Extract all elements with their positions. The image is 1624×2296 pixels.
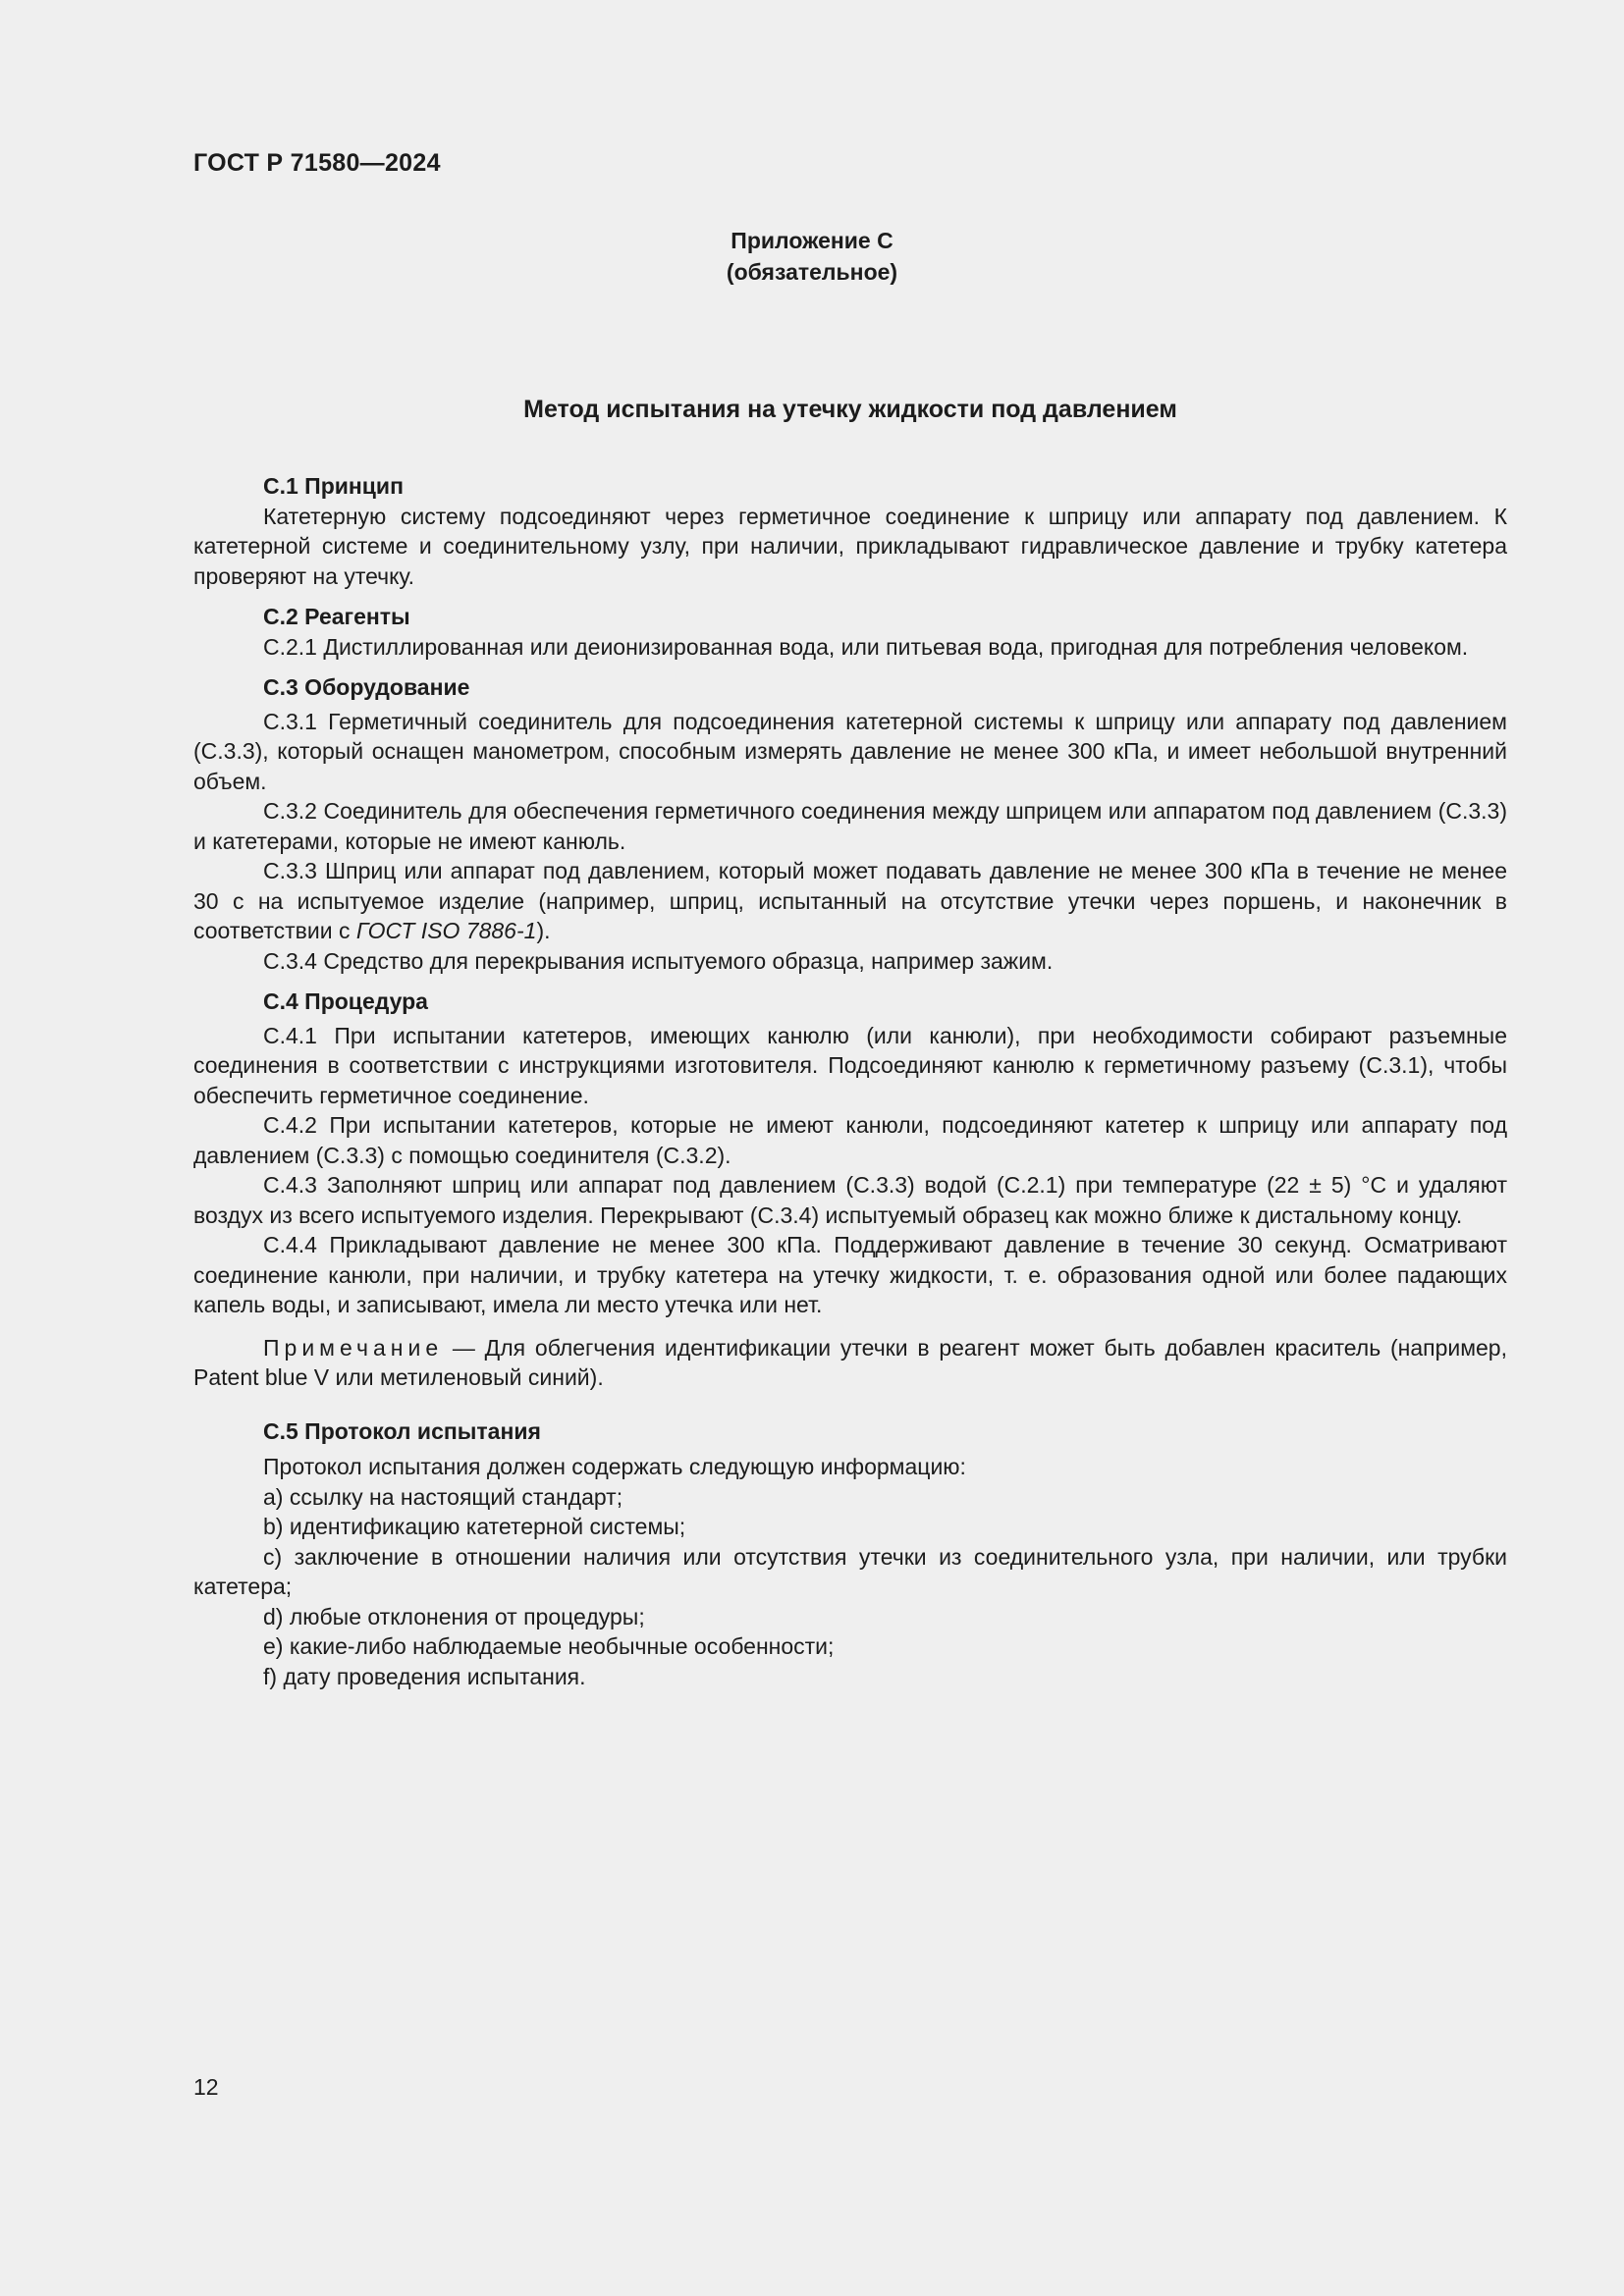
section-heading-c3: С.3 Оборудование xyxy=(263,674,470,700)
section-heading-c5: С.5 Протокол испытания xyxy=(263,1417,541,1444)
paragraph-c3-3 xyxy=(193,856,1507,946)
page-title: Метод испытания на утечку жидкости под давлением xyxy=(523,396,1177,423)
note xyxy=(193,1333,1507,1393)
paragraph-c5-intro: Протокол испытания должен содержать следующую информацию: xyxy=(263,1454,966,1479)
list-item: a) ссылку на настоящий стандарт; xyxy=(263,1483,623,1510)
list-item: f) дату проведения испытания. xyxy=(263,1663,586,1689)
list-item: b) идентификацию катетерной системы; xyxy=(263,1514,686,1539)
note-label: Примечание xyxy=(263,1334,444,1361)
paragraph-c1: Катетерную систему подсоединяют через герметичное соединение к шприцу или аппарату под давлением. К катетерной системе и соединительному узлу, при наличии, прикладывают гидравлическое давление и трубку катетера проверяют на утечку. xyxy=(193,503,1507,589)
paragraph-c3-3-text: С.3.3 Шприц или аппарат под давлением, который может подавать давление не менее 300 кПа в течение не менее 30 с на испытуемое изделие (например, шприц, испытанный на отсутствие утечки через поршень, и наконечник в соответствии с xyxy=(193,858,1507,943)
section-heading-c4: С.4 Процедура xyxy=(263,988,428,1014)
page-number: 12 xyxy=(193,2074,219,2100)
list-item: e) какие-либо наблюдаемые необычные особенности; xyxy=(263,1633,835,1659)
document-body xyxy=(193,471,1507,1691)
paragraph-c4-4: С.4.4 Прикладывают давление не менее 300 кПа. Поддерживают давление в течение 30 секунд. Осматривают соединение канюли, при наличии, и трубку катетера на утечку жидкости, т. е. образования одной или более падающих капель воды, и записывают, имела ли место утечка или нет. xyxy=(193,1232,1507,1317)
paragraph-c3-3-end: ). xyxy=(536,918,551,943)
paragraph-c3-4: С.3.4 Средство для перекрывания испытуемого образца, например зажим. xyxy=(263,947,1054,974)
standard-reference: ГОСТ ISO 7886-1 xyxy=(355,918,537,943)
document-code: ГОСТ Р 71580—2024 xyxy=(193,149,441,177)
paragraph-c4-3: С.4.3 Заполняют шприц или аппарат под давлением (С.3.3) водой (С.2.1) при температуре (22 ± 5) °С и удаляют воздух из всего испытуемого изделия. Перекрывают (С.3.4) испытуемый образец как можно ближе к дистальному концу. xyxy=(193,1172,1507,1228)
section-heading-c2: С.2 Реагенты xyxy=(263,604,410,629)
annex-title: Приложение С xyxy=(731,228,893,253)
paragraph-c4-1: С.4.1 При испытании катетеров, имеющих канюлю (или канюли), при необходимости собирают разъемные соединения в соответствии с инструкциями изготовителя. Подсоединяют канюлю к герметичному разъему (С.3.1), чтобы обеспечить герметичное соединение. xyxy=(193,1022,1507,1108)
section-heading-c1: С.1 Принцип xyxy=(263,473,404,499)
paragraph-c3-1: С.3.1 Герметичный соединитель для подсоединения катетерной системы к шприцу или аппарату под давлением (С.3.3), который оснащен манометром, способным измерять давление не менее 300 кПа, и имеет небольшой внутренний объем. xyxy=(193,708,1507,794)
list-item: d) любые отклонения от процедуры; xyxy=(263,1603,645,1629)
annex-heading xyxy=(0,225,1624,288)
paragraph-c4-2: С.4.2 При испытании катетеров, которые не имеют канюли, подсоединяют катетер к шприцу или аппарату под давлением (С.3.3) с помощью соединителя (С.3.2). xyxy=(193,1112,1507,1168)
paragraph-c3-2: С.3.2 Соединитель для обеспечения герметичного соединения между шприцем или аппаратом под давлением (С.3.3) и катетерами, которые не имеют канюль. xyxy=(193,798,1507,854)
paragraph-c2-1: С.2.1 Дистиллированная или деионизированная вода, или питьевая вода, пригодная для потребления человеком. xyxy=(263,633,1469,660)
annex-status: (обязательное) xyxy=(726,259,898,285)
list-item: c) заключение в отношении наличия или отсутствия утечки из соединительного узла, при наличии, или трубки катетера; xyxy=(193,1543,1507,1599)
note-text: — Для облегчения идентификации утечки в реагент может быть добавлен краситель (например, Patent blue V или метиленовый синий). xyxy=(193,1334,1507,1390)
